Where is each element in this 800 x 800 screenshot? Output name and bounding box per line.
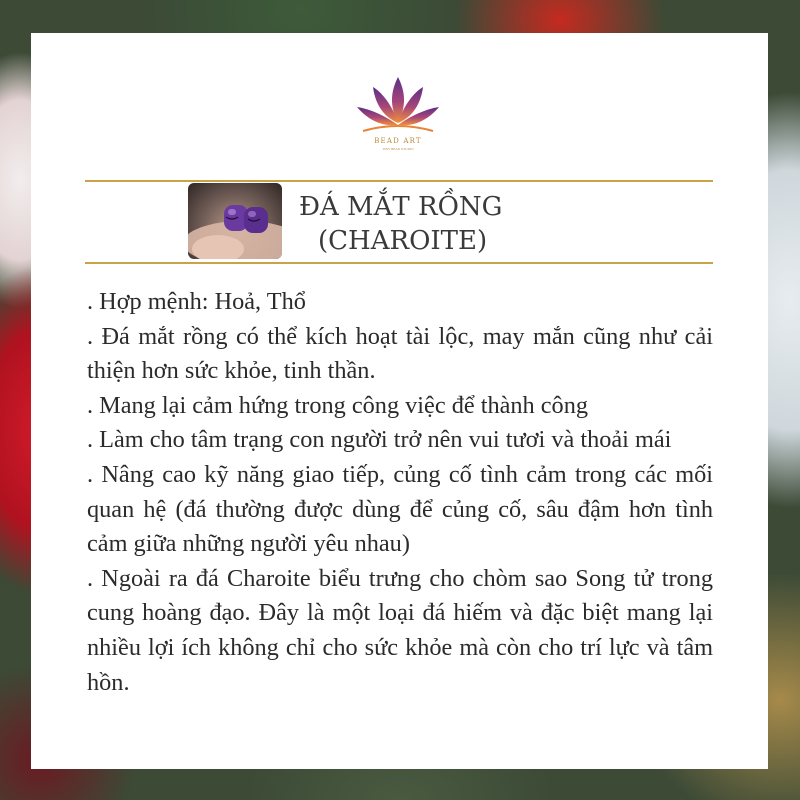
description-item: . Đá mắt rồng có thể kích hoạt tài lộc, may mắn cũng như cải thiện hơn sức khỏe, tinh thần. — [87, 322, 713, 385]
description-text — [87, 285, 713, 700]
product-title — [299, 190, 559, 258]
description-item: . Mang lại cảm hứng trong công việc để thành công — [87, 391, 588, 419]
product-title-line2: (CHAROITE) — [318, 226, 488, 256]
divider-top — [85, 180, 713, 182]
info-card — [31, 33, 768, 769]
brand-tagline: TINY BEAD STUDIO — [382, 147, 414, 151]
lotus-icon — [353, 73, 443, 165]
product-photo — [188, 183, 282, 259]
product-title-line1: ĐÁ MẮT RỒNG — [299, 192, 503, 222]
description-item: . Nâng cao kỹ năng giao tiếp, củng cố tình cảm trong các mối quan hệ (đá thường được dùng để củng cố, sâu đậm hơn tình cảm giữa những người yêu nhau) — [87, 460, 713, 558]
description-item: . Làm cho tâm trạng con người trở nên vui tươi và thoải mái — [87, 426, 672, 454]
description-item: . Hợp mệnh: Hoả, Thổ — [87, 288, 306, 315]
divider-bottom — [85, 262, 713, 264]
brand-name: BEAD ART — [374, 137, 422, 145]
description-item: . Ngoài ra đá Charoite biểu trưng cho chòm sao Song tử trong cung hoàng đạo. Đây là một loại đá hiếm và đặc biệt mang lại nhiều lợi ích không chỉ cho sức khỏe mà còn cho trí lực và tâm hồn. — [87, 564, 713, 696]
